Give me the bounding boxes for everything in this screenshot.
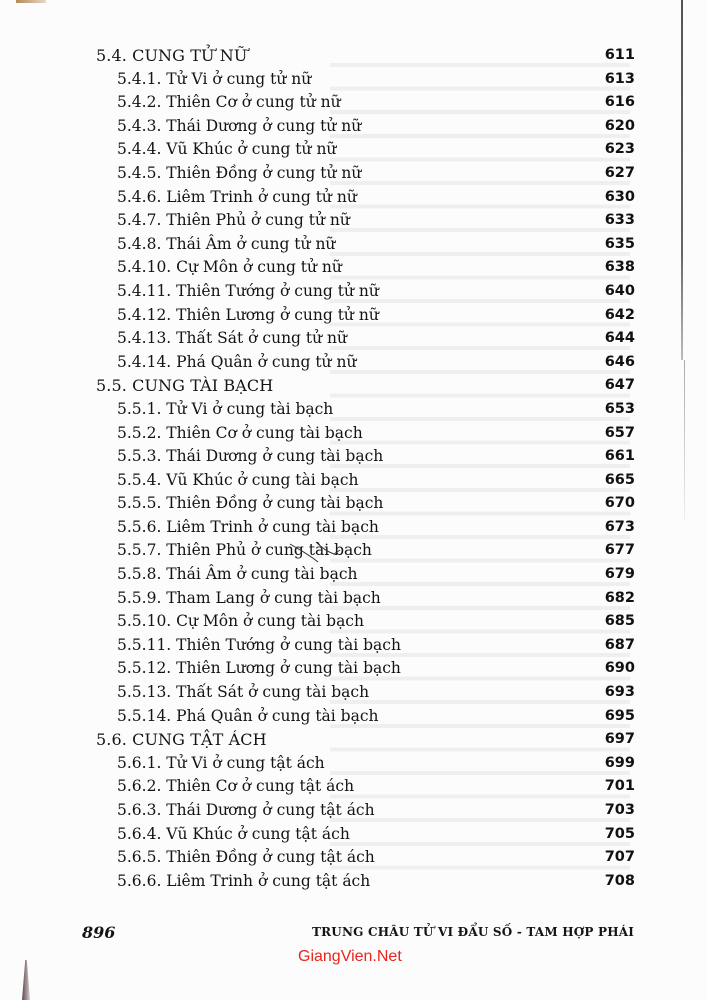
toc-entry-title: 5.5.6. Liêm Trinh ở cung tài bạch [117,517,379,536]
toc-entry[interactable] [0,539,707,563]
toc-entry[interactable] [0,233,707,257]
toc-entry-title: 5.6. CUNG TẬT ÁCH [96,730,267,750]
toc-entry-page-number: 707 [604,849,635,866]
toc-entry[interactable] [0,587,707,611]
toc-entry-title: 5.6.4. Vũ Khúc ở cung tật ách [117,824,350,843]
toc-entry-title: 5.6.5. Thiên Đồng ở cung tật ách [117,848,375,867]
toc-entry-page-number: 665 [604,471,635,488]
toc-entry-page-number: 635 [604,235,635,252]
toc-entry-page-number: 644 [604,330,635,347]
toc-entry-page-number: 653 [604,400,635,417]
toc-section-heading[interactable] [0,374,707,398]
toc-entry-title: 5.4.5. Thiên Đồng ở cung tử nữ [117,163,362,182]
toc-entry[interactable] [0,870,707,894]
toc-entry[interactable] [0,610,707,634]
toc-entry-page-number: 611 [604,47,635,63]
toc-entry[interactable] [0,68,707,92]
toc-entry-page-number: 693 [604,684,635,701]
toc-entry[interactable] [0,752,707,776]
toc-entry-page-number: 633 [604,212,635,229]
toc-entry[interactable] [0,492,707,516]
toc-entry-title: 5.5.4. Vũ Khúc ở cung tài bạch [117,470,359,489]
toc-entry-title: 5.4.13. Thất Sát ở cung tử nữ [117,329,348,348]
toc-entry-page-number: 673 [604,518,635,535]
toc-entry-page-number: 690 [604,660,635,677]
toc-entry-page-number: 661 [604,448,635,465]
toc-entry-title: 5.5. CUNG TÀI BẠCH [96,376,274,396]
toc-entry[interactable] [0,256,707,280]
toc-entry-title: 5.5.1. Tử Vi ở cung tài bạch [117,399,334,418]
toc-entry-page-number: 616 [604,94,635,111]
toc-entry[interactable] [0,705,707,729]
toc-entry[interactable] [0,351,707,375]
toc-entry-title: 5.6.2. Thiên Cơ ở cung tật ách [117,777,355,796]
toc-entry-title: 5.4.6. Liêm Trinh ở cung tử nữ [117,187,357,206]
toc-entry[interactable] [0,657,707,681]
toc-entry[interactable] [0,327,707,351]
toc-entry-page-number: 623 [604,141,635,158]
toc-entry[interactable] [0,398,707,422]
toc-entry-title: 5.4.3. Thái Dương ở cung tử nữ [117,116,362,135]
toc-entry-page-number: 695 [604,707,635,724]
toc-entry-title: 5.5.5. Thiên Đồng ở cung tài bạch [117,494,384,513]
toc-entry-page-number: 613 [604,70,635,87]
toc-entry-page-number: 699 [604,754,635,771]
toc-entry[interactable] [0,775,707,799]
toc-entry-title: 5.4.8. Thái Âm ở cung tử nữ [117,234,336,253]
toc-entry-title: 5.4.14. Phá Quân ở cung tử nữ [117,352,357,371]
toc-entry-title: 5.4.7. Thiên Phủ ở cung tử nữ [117,211,350,230]
toc-entry-page-number: 627 [604,164,635,181]
toc-entry-page-number: 677 [604,542,635,559]
toc-entry-title: 5.5.3. Thái Dương ở cung tài bạch [117,447,384,466]
toc-entry[interactable] [0,681,707,705]
toc-entry[interactable] [0,563,707,587]
toc-entry-title: 5.6.3. Thái Dương ở cung tật ách [117,801,375,819]
toc-entry-page-number: 701 [604,778,635,795]
toc-entry[interactable] [0,846,707,870]
toc-entry[interactable] [0,304,707,328]
toc-entry-page-number: 705 [604,825,635,842]
toc-entry-page-number: 687 [604,636,635,653]
toc-entry[interactable] [0,280,707,304]
toc-entry-page-number: 708 [604,872,635,889]
toc-entry-title: 5.5.9. Tham Lang ở cung tài bạch [117,588,381,607]
toc-entry[interactable] [0,209,707,233]
scan-edge-artifact [16,0,46,3]
toc-entry-page-number: 646 [604,353,635,370]
toc-entry-page-number: 620 [604,117,635,134]
toc-entry-title: 5.5.14. Phá Quân ở cung tài bạch [117,706,379,725]
toc-entry-page-number: 697 [604,731,635,748]
toc-entry-page-number: 638 [604,259,635,276]
toc-section-heading[interactable] [0,44,707,68]
toc-entry[interactable] [0,138,707,162]
footer-page-number: 896 [82,923,116,942]
toc-entry-title: 5.5.8. Thái Âm ở cung tài bạch [117,565,358,584]
toc-entry-title: 5.5.13. Thất Sát ở cung tài bạch [117,683,370,702]
toc-entry-page-number: 647 [604,377,635,394]
toc-entry-page-number: 630 [604,188,635,205]
toc-entry-title: 5.4.4. Vũ Khúc ở cung tử nữ [117,140,337,159]
toc-entry-page-number: 642 [604,306,635,323]
toc-entry[interactable] [0,799,707,823]
toc-entry[interactable] [0,91,707,115]
toc-entry-title: 5.4.2. Thiên Cơ ở cung tử nữ [117,93,341,112]
watermark-text: GiangVien.Net [298,948,402,965]
toc-entry-title: 5.5.12. Thiên Lương ở cung tài bạch [117,659,401,678]
toc-entry-page-number: 703 [604,802,635,818]
toc-entry-title: 5.4.11. Thiên Tướng ở cung tử nữ [117,281,379,300]
toc-entry-page-number: 685 [604,613,635,630]
toc-entry-title: 5.4.10. Cự Môn ở cung tử nữ [117,258,342,277]
table-of-contents [0,44,707,893]
toc-entry-page-number: 682 [604,589,635,606]
toc-entry-title: 5.5.7. Thiên Phủ ở cung tài bạch [117,541,372,560]
toc-entry-title: 5.5.2. Thiên Cơ ở cung tài bạch [117,423,363,442]
toc-entry[interactable] [0,823,707,847]
toc-entry[interactable] [0,115,707,139]
toc-entry[interactable] [0,162,707,186]
toc-entry[interactable] [0,186,707,210]
toc-entry-title: 5.4.1. Tử Vi ở cung tử nữ [117,69,312,88]
toc-entry-title: 5.4. CUNG TỬ NỮ [96,46,248,65]
toc-entry-title: 5.5.11. Thiên Tướng ở cung tài bạch [117,635,401,654]
footer-book-title: TRUNG CHÂU TỬ VI ĐẨU SỐ - TAM HỢP PHÁI [312,925,635,939]
toc-entry-title: 5.5.10. Cự Môn ở cung tài bạch [117,612,364,631]
toc-entry-page-number: 657 [604,424,635,441]
toc-entry[interactable] [0,445,707,469]
toc-section-heading[interactable] [0,728,707,752]
scan-corner-artifact [22,960,30,1000]
toc-entry[interactable] [0,422,707,446]
toc-entry[interactable] [0,469,707,493]
toc-entry-title: 5.6.1. Tử Vi ở cung tật ách [117,753,325,772]
toc-entry-page-number: 679 [604,566,635,583]
toc-entry-page-number: 640 [604,282,635,299]
toc-entry-title: 5.6.6. Liêm Trinh ở cung tật ách [117,871,371,890]
toc-entry-page-number: 670 [604,495,635,512]
toc-entry-title: 5.4.12. Thiên Lương ở cung tử nữ [117,305,379,324]
toc-entry[interactable] [0,634,707,658]
toc-entry[interactable] [0,516,707,540]
